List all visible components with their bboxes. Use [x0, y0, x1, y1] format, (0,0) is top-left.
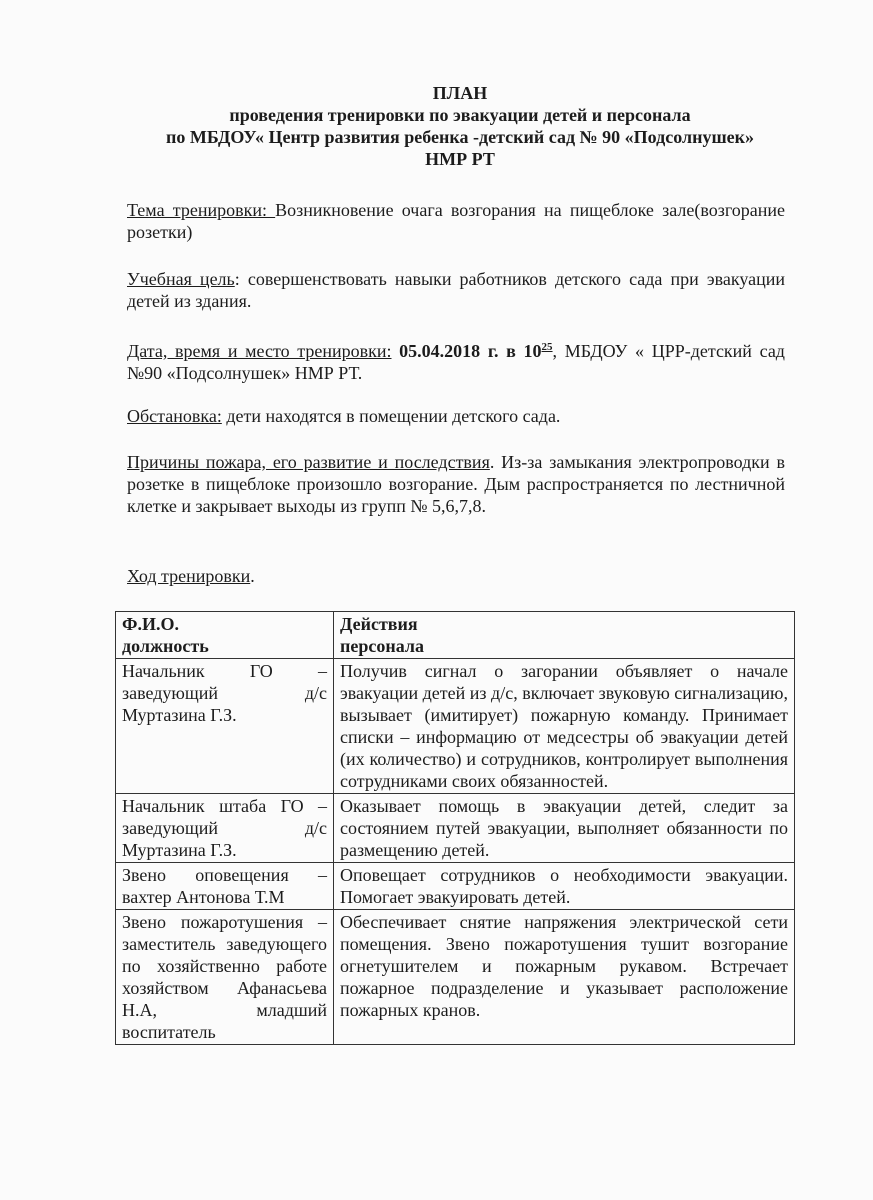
causes-text: . Из-за замыкания электропроводки в розетке в пищеблоке произошло возгорание. Дым распространяется по лестничной клетке и закрывает выходы из групп № 5,6,7,8.: [127, 452, 785, 516]
date-paragraph: [127, 336, 785, 384]
date-label: Дата, время и место тренировки:: [127, 341, 392, 361]
table-row: [116, 910, 795, 1045]
person-cell: Начальник штаба ГО – заведующий д/с Муртазина Г.З.: [116, 794, 334, 863]
plan-subtitle: проведения тренировки по эвакуации детей и персонала: [229, 105, 691, 125]
table-row: [116, 794, 795, 863]
header-text: Ф.И.О.: [122, 614, 179, 634]
header-text: персонала: [340, 636, 424, 656]
situation-text: дети находятся в помещении детского сада.: [221, 406, 561, 426]
header-actions: [334, 612, 795, 659]
situation-label: Обстановка:: [127, 406, 222, 426]
person-cell: Звено оповещения – вахтер Антонова Т.М: [116, 863, 334, 910]
header-text: Действия: [340, 614, 418, 634]
progress-dot: .: [250, 566, 255, 586]
table-row: [116, 659, 795, 794]
person-cell: Начальник ГО – заведующий д/с Муртазина Г.З.: [116, 659, 334, 794]
theme-text: Возникновение очага возгорания на пищеблоке зале(возгорание розетки): [127, 200, 785, 242]
plan-heading: ПЛАН: [432, 83, 488, 103]
table-row: [116, 863, 795, 910]
goal-paragraph: [127, 268, 785, 312]
goal-text: : совершенствовать навыки работников детского сада при эвакуации детей из здания.: [127, 269, 785, 311]
actions-cell: Обеспечивает снятие напряжения электрической сети помещения. Звено пожаротушения тушит возгорание огнетушителем и пожарным рукавом. Встречает пожарное подразделение и указывает расположение пожарных кранов.: [334, 910, 795, 1045]
date-value: 05.04.2018 г. в 10: [391, 341, 542, 361]
header-text: должность: [122, 636, 209, 656]
header-name-position: [116, 612, 334, 659]
person-cell: Звено пожаротушения –заместитель заведующего по хозяйственно работе хозяйством Афанасьева Н.А, младший воспитатель: [116, 910, 334, 1045]
actions-cell: Оповещает сотрудников о необходимости эвакуации. Помогает эвакуировать детей.: [334, 863, 795, 910]
document-title: [110, 82, 810, 170]
place-text: , МБДОУ « ЦРР-детский сад №90 «Подсолнушек» НМР РТ.: [127, 341, 785, 383]
table-header-row: [116, 612, 795, 659]
causes-label: Причины пожара, его развитие и последствия: [127, 452, 490, 472]
progress-label: Ход тренировки: [127, 566, 251, 586]
plan-subtitle-region: НМР РТ: [425, 149, 495, 169]
plan-subtitle-org: по МБДОУ« Центр развития ребенка -детский сад № 90 «Подсолнушек»: [165, 127, 755, 147]
causes-paragraph: [127, 451, 785, 517]
progress-heading: [127, 565, 785, 587]
actions-cell: Оказывает помощь в эвакуации детей, следит за состоянием путей эвакуации, выполняет обязанности по размещению детей.: [334, 794, 795, 863]
situation-paragraph: [127, 405, 785, 427]
staff-actions-table: [115, 611, 795, 1045]
theme-label: Тема тренировки:: [127, 200, 276, 220]
theme-paragraph: [127, 199, 785, 243]
actions-cell: Получив сигнал о загорании объявляет о начале эвакуации детей из д/с, включает звуковую сигнализацию, вызывает (имитирует) пожарную команду. Принимает списки – информацию от медсестры об эвакуации детей (их количество) и сотрудников, контролирует выполнения сотрудниками своих обязанностей.: [334, 659, 795, 794]
goal-label: Учебная цель: [127, 269, 235, 289]
time-minutes: 25: [541, 341, 553, 353]
